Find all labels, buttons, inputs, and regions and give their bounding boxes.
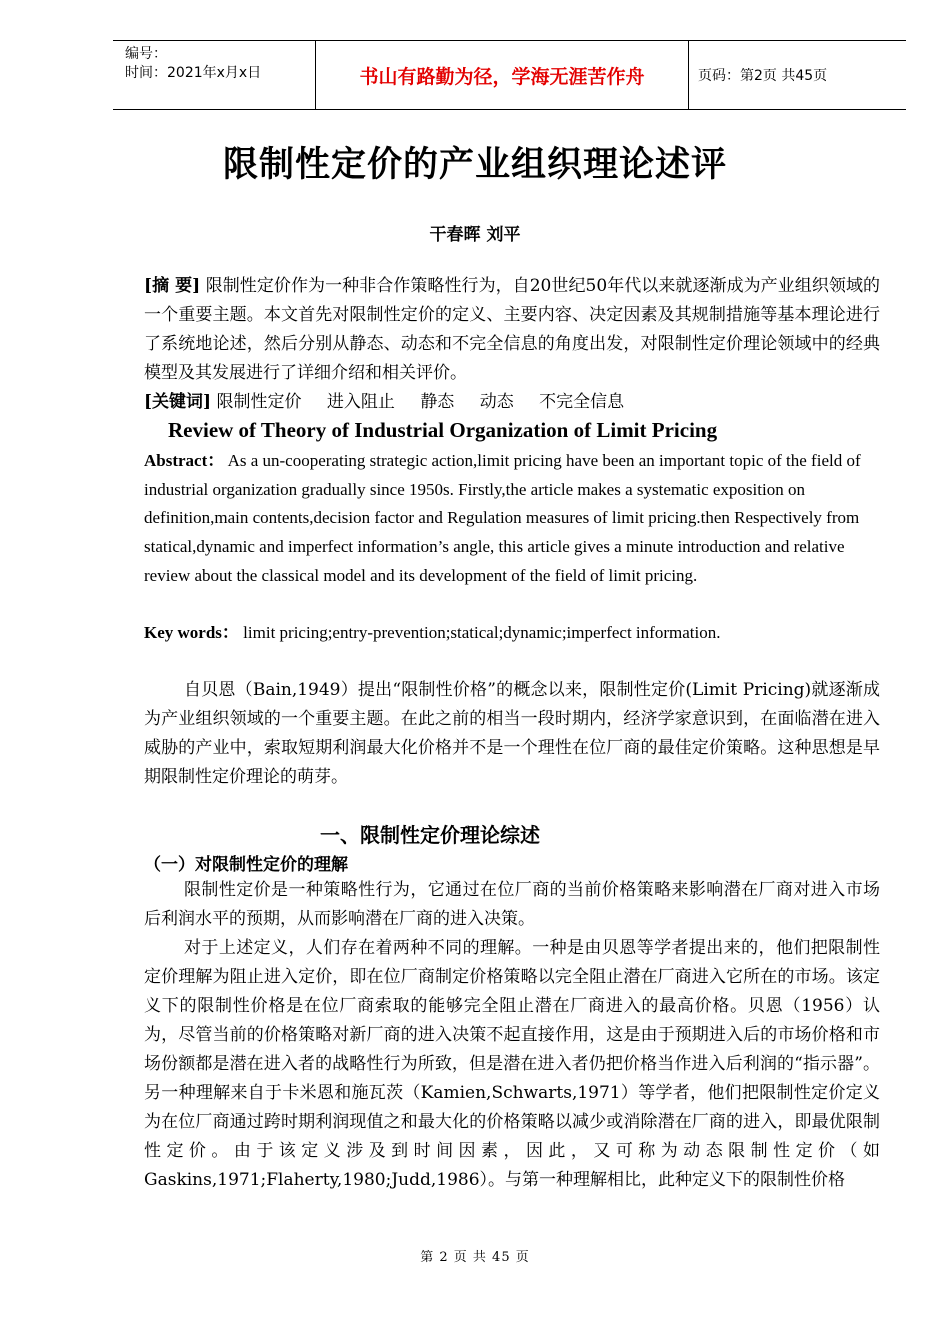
header-info-cell [113,41,316,109]
header-page-info: 页码：第2页 共45页 [698,68,828,84]
header-motto: 书山有路勤为径，学海无涯苦作舟 [316,41,689,109]
keyword-item: 动态 [479,392,514,412]
keywords-en [144,619,880,648]
keywords-en-text: limit pricing;entry-prevention;statical;dynamic;imperfect information. [243,623,721,642]
abstract-cn-text: 限制性定价作为一种非合作策略性行为，自20世纪50年代以来就逐渐成为产业组织领域的一个重要主题。本文首先对限制性定价的定义、主要内容、决定因素及其规制措施等基本理论进行了系统地论述，然后分别从静态、动态和不完全信息的角度出发，对限制性定价理论领域中的经典模型及其发展进行了详细介绍和相关评价。 [144,276,881,383]
intro-paragraph-block [144,676,880,792]
document-authors: 干春晖 刘平 [429,225,521,245]
page-header [113,40,906,110]
abstract-cn-label: [摘 要] [144,276,201,296]
document-title: 限制性定价的产业组织理论述评 [222,145,727,185]
keywords-cn [144,388,880,417]
keyword-item: 不完全信息 [539,392,625,412]
intro-paragraph: 自贝恩（Bain,1949）提出“限制性价格”的概念以来，限制性定价(Limit Pricing)就逐渐成为产业组织领域的一个重要主题。在此之前的相当一段时期内，经济学家意识到，在面临潜在进入威胁的产业中，索取短期利润最大化价格并不是一个理性在位厂商的最佳定价策略。这种思想是早期限制性定价理论的萌芽。 [144,680,880,787]
keywords-cn-label: [关键词] [144,392,212,412]
abstract-en [144,447,880,591]
english-title: Review of Theory of Industrial Organization of Limit Pricing [168,418,718,442]
header-number-label: 编号： [125,46,167,62]
body-text [144,876,880,1195]
subsection-heading: （一）对限制性定价的理解 [144,855,348,875]
page-footer: 第 2 页 共 45 页 [420,1250,530,1265]
keyword-item: 静态 [420,392,455,412]
header-time-label: 时间：2021年x月x日 [125,65,262,81]
abstract-en-label: Abstract： [144,451,225,470]
body-paragraph: 限制性定价是一种策略性行为，它通过在位厂商的当前价格策略来影响潜在厂商对进入市场后利润水平的预期，从而影响潜在厂商的进入决策。 [144,880,880,929]
section-heading: 一、限制性定价理论综述 [320,823,540,847]
abstract-en-text: As a un-cooperating strategic action,limit pricing have been an important topic of the field of industrial organization gradually since 1950s. Firstly,the article makes a systematic exposition on definition,main contents,decision factor and Regulation measures of limit pricing.then Respectively from statical,dynamic and imperfect information’s angle, this article gives a minute introduction and relative review about the classical model and its development of the field of limit pricing. [144,451,861,585]
keyword-item: 限制性定价 [216,392,302,412]
keyword-item: 进入阻止 [326,392,395,412]
abstract-cn [144,272,880,388]
keywords-en-label: Key words： [144,623,239,642]
body-paragraph: 对于上述定义，人们存在着两种不同的理解。一种是由贝恩等学者提出来的，他们把限制性定价理解为阻止进入定价，即在位厂商制定价格策略以完全阻止潜在厂商进入它所在的市场。该定义下的限制性价格是在位厂商索取的能够完全阻止潜在厂商进入的最高价格。贝恩（1956）认为，尽管当前的价格策略对新厂商的进入决策不起直接作用，这是由于预期进入后的市场价格和市场份额都是潜在进入者的战略性行为所致，但是潜在进入者仍把价格当作进入后利润的“指示器”。另一种理解来自于卡米恩和施瓦茨（Kamien,Schwarts,1971）等学者，他们把限制性定价定义为在位厂商通过跨时期利润现值之和最大化的价格策略以减少或消除潜在厂商的进入，即最优限制性定价。由于该定义涉及到时间因素，因此，又可称为动态限制性定价（如Gaskins,1971;Flaherty,1980;Judd,1986）。与第一种理解相比，此种定义下的限制性价格 [144,938,880,1190]
